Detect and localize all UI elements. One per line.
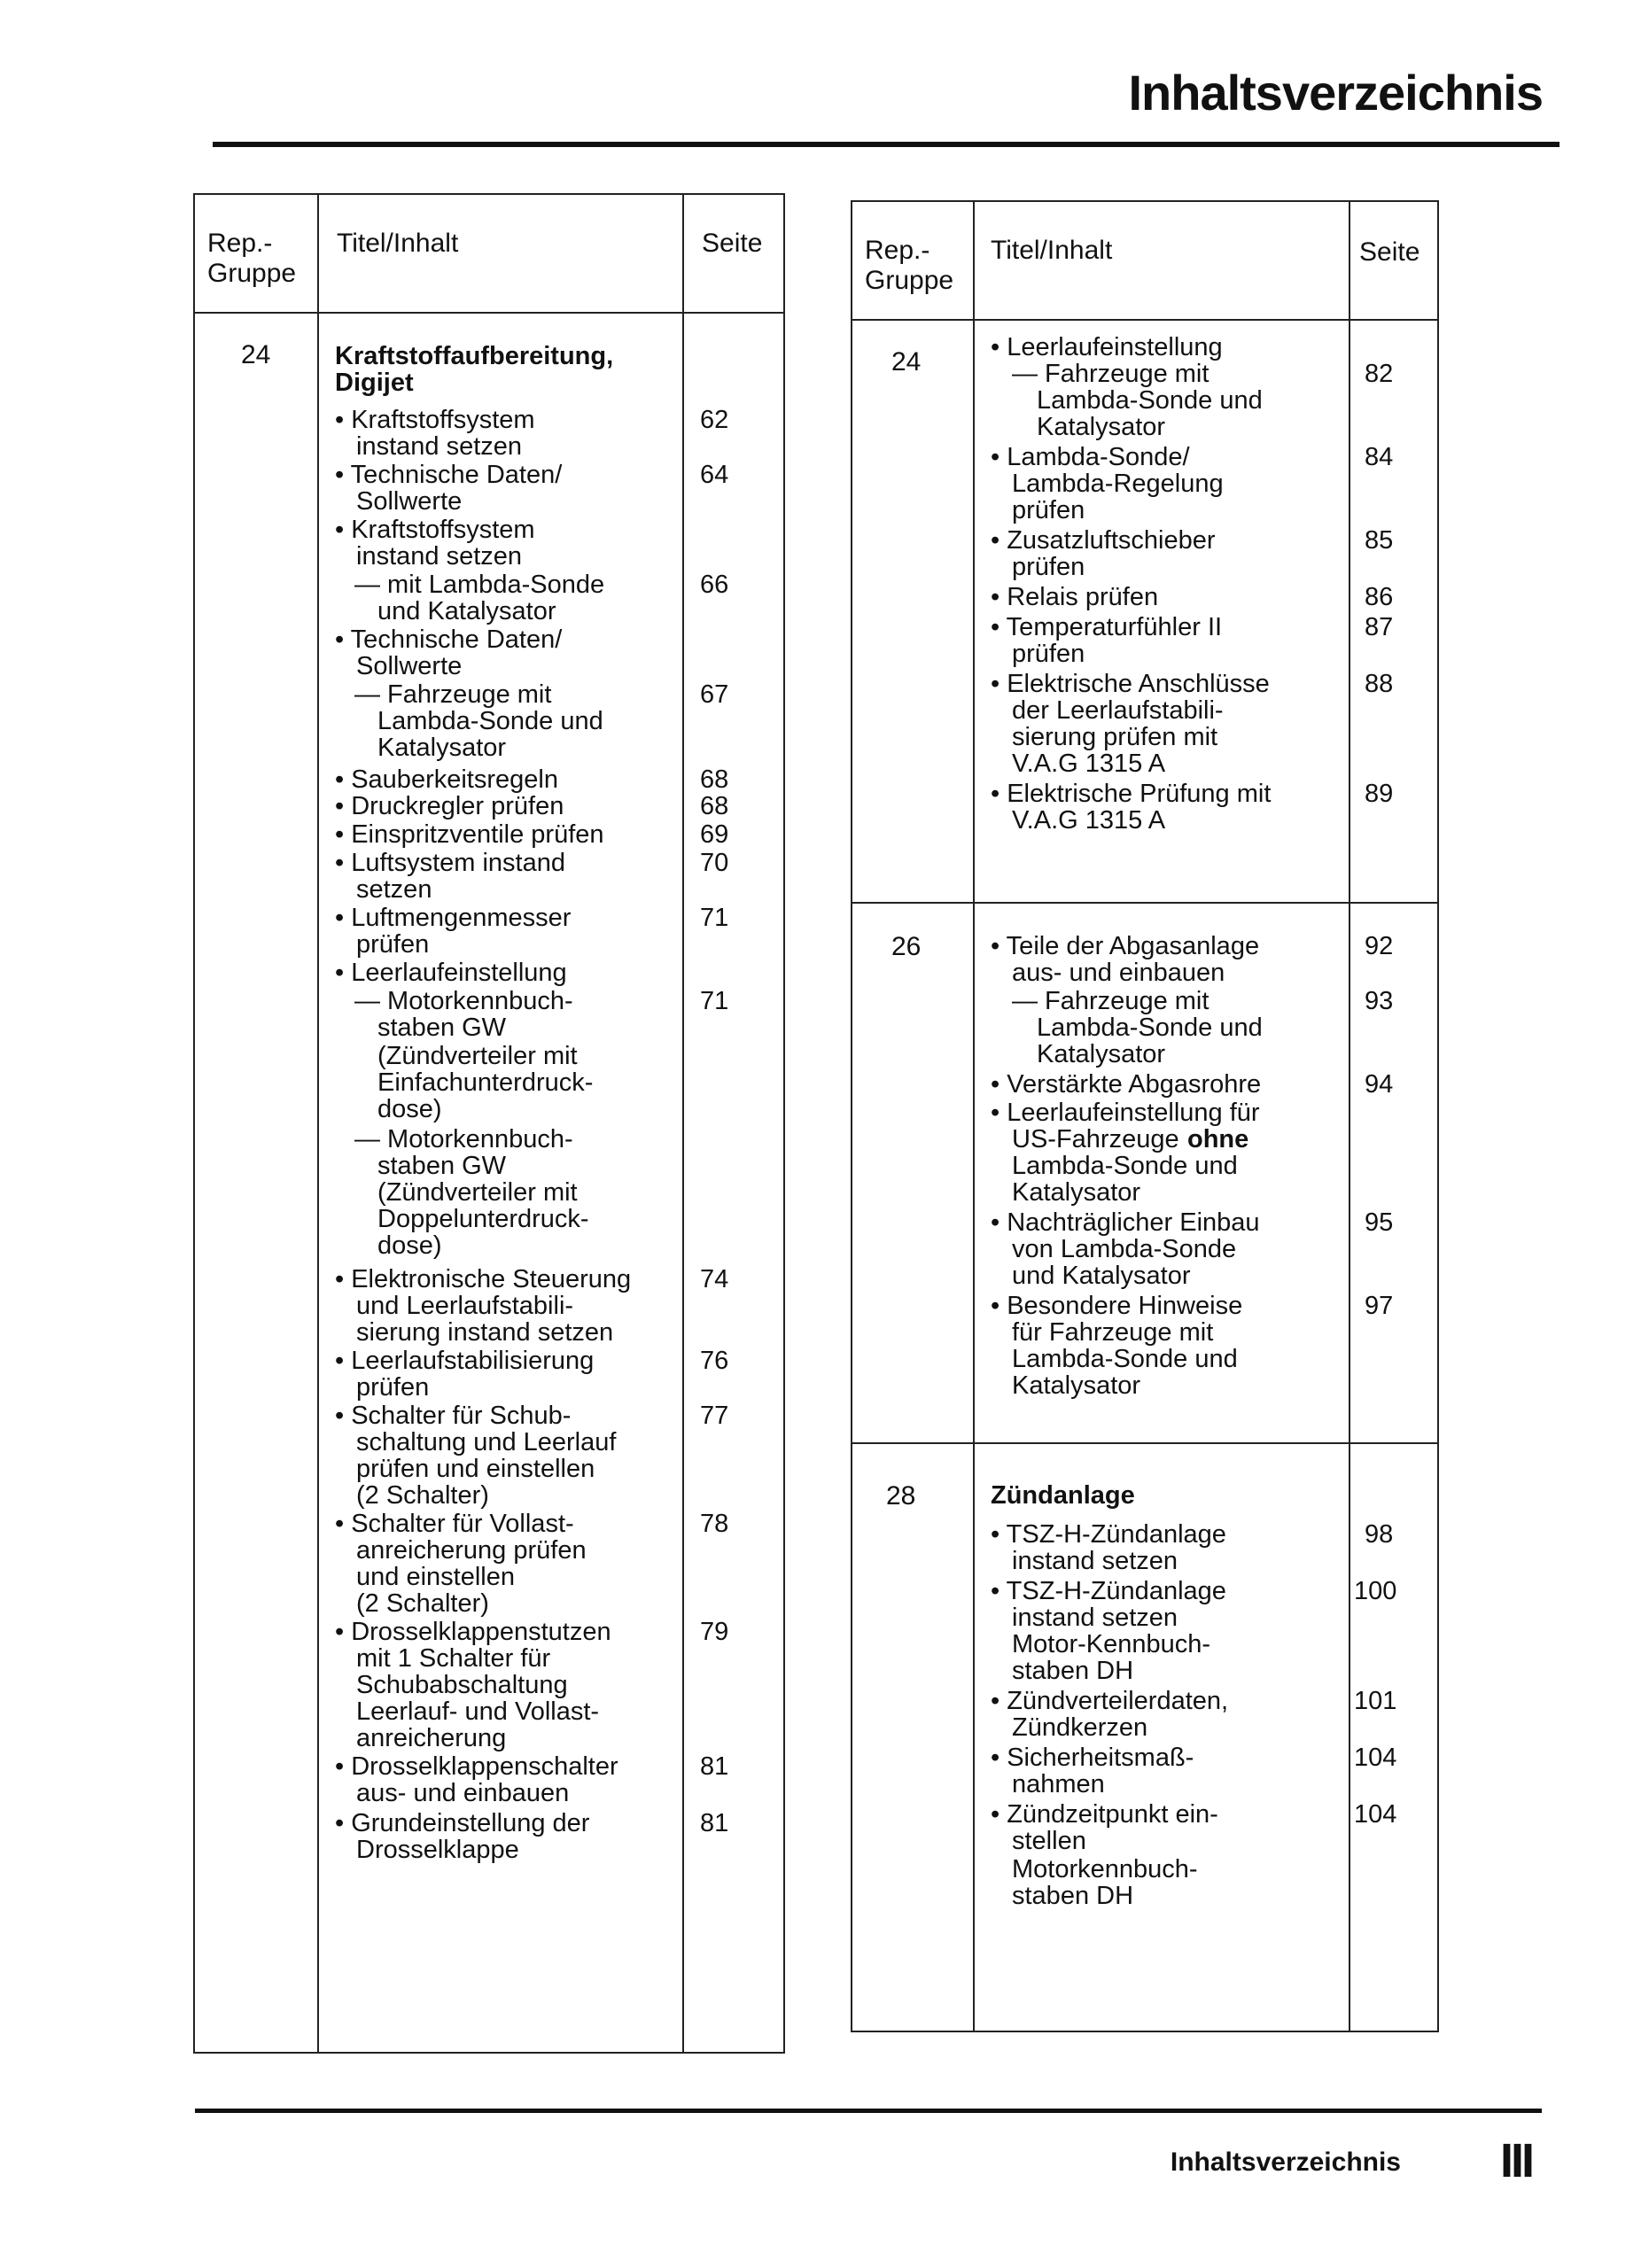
group-number: 24 [241,340,271,369]
entry-line: — Fahrzeuge mit [1012,987,1210,1015]
entry-line: (2 Schalter) [356,1481,489,1510]
entry-line: für Fahrzeuge mit [1012,1318,1214,1347]
header-group [207,229,296,289]
page-number: III [1499,2134,1532,2187]
page-ref: 78 [700,1510,729,1538]
entry-line: Sollwerte [356,487,463,516]
entry-line: und Katalysator [377,597,556,625]
page-ref: 64 [700,461,729,489]
entry-line: Zündanlage [991,1481,1135,1510]
page-ref: 100 [1354,1577,1397,1605]
toc-table-right [851,200,1439,2032]
entry-line: — mit Lambda-Sonde [354,571,605,599]
entry-line: • Leerlaufeinstellung für [991,1099,1260,1127]
entry-line: • Lambda-Sonde/ [991,443,1190,471]
entry-line: Katalysator [1037,413,1166,441]
entry-line: • Schalter für Vollast- [335,1510,574,1538]
column-divider [317,195,319,2052]
page-ref: 95 [1365,1208,1394,1237]
group-divider [852,1442,1437,1444]
page-ref: 85 [1365,526,1394,555]
page-ref: 86 [1365,583,1394,611]
entry-line: • Luftsystem instand [335,849,565,877]
page-ref: 87 [1365,613,1394,641]
entry-line: (2 Schalter) [356,1589,489,1618]
entry-line: • Kraftstoffsystem [335,516,535,544]
toc-table-left [193,193,785,2054]
entry-line: • Zündzeitpunkt ein- [991,1800,1218,1829]
header-group-line-1: Rep.- [865,236,930,265]
entry-line: Lambda-Sonde und [1012,1345,1238,1373]
entry-line: • Zusatzluftschieber [991,526,1216,555]
entry-line: sierung prüfen mit [1012,723,1218,751]
header-group-line-1: Rep.- [207,229,273,258]
entry-line: • Elektronische Steuerung [335,1265,632,1293]
entry-line: • Schalter für Schub- [335,1402,572,1430]
entry-line: • Sicherheitsmaß- [991,1744,1194,1772]
page-ref: 79 [700,1618,729,1646]
entry-line: • Technische Daten/ [335,461,563,489]
entry-line: • Besondere Hinweise [991,1292,1243,1320]
entry-line: • Zündverteilerdaten, [991,1687,1229,1715]
footer-label: Inhaltsverzeichnis [1170,2148,1401,2177]
entry-line: • Drosselklappenstutzen [335,1618,611,1646]
entry-line: • Technische Daten/ [335,625,563,654]
column-divider [1349,202,1350,2031]
entry-line: schaltung und Leerlauf [356,1428,617,1456]
entry-line: Katalysator [1037,1040,1166,1068]
entry-line: prüfen [1012,640,1085,668]
entry-line: Katalysator [1012,1178,1141,1207]
entry-line: V.A.G 1315 A [1012,806,1166,835]
header-title: Titel/Inhalt [991,236,1113,265]
page-ref: 88 [1365,670,1394,698]
entry-line: Lambda-Sonde und [1012,1152,1238,1180]
entry-line: instand setzen [1012,1547,1178,1575]
entry-line: Sollwerte [356,652,463,680]
entry-line: instand setzen [356,432,523,461]
entry-line: • Elektrische Prüfung mit [991,780,1272,808]
page-ref: 74 [700,1265,729,1293]
group-number: 24 [891,347,922,377]
column-divider [682,195,684,2052]
page-ref: 89 [1365,780,1394,808]
page-ref: 104 [1354,1744,1397,1772]
entry-line: • Luftmengenmesser [335,904,572,932]
entry-line: staben DH [1012,1657,1134,1685]
entry-line: mit 1 Schalter für [356,1644,551,1673]
entry-line: setzen [356,875,432,904]
entry-line: — Motorkennbuch- [354,987,573,1015]
entry-line: Katalysator [377,734,507,762]
entry-line: • Kraftstoffsystem [335,406,535,434]
entry-line: sierung instand setzen [356,1318,614,1347]
page-ref: 77 [700,1402,729,1430]
page-ref: 82 [1365,360,1394,388]
entry-line: Lambda-Regelung [1012,470,1224,498]
page-ref: 71 [700,904,729,932]
page-ref: 94 [1365,1070,1394,1099]
entry-line: Leerlauf- und Vollast- [356,1697,600,1726]
entry-line: prüfen [1012,553,1085,581]
page-ref: 104 [1354,1800,1397,1829]
entry-line: Lambda-Sonde und [377,707,603,735]
entry-line: instand setzen [1012,1604,1178,1632]
entry-line: • Einspritzventile prüfen [335,820,604,849]
entry-line: Motor-Kennbuch- [1012,1630,1211,1658]
entry-line: staben GW [377,1014,507,1042]
entry-line: aus- und einbauen [356,1779,570,1807]
entry-line: staben DH [1012,1882,1134,1910]
entry-line: ohne [1187,1125,1249,1153]
entry-line: • Grundeinstellung der [335,1809,590,1837]
entry-line: • Teile der Abgasanlage [991,932,1260,960]
entry-line: Schubabschaltung [356,1671,568,1699]
page-ref: 76 [700,1347,729,1375]
page-ref: 84 [1365,443,1394,471]
entry-line: Einfachunterdruck- [377,1068,594,1097]
entry-line: der Leerlaufstabili- [1012,696,1224,725]
group-number: 28 [886,1481,916,1511]
entry-line: instand setzen [356,542,523,571]
page-ref: 69 [700,820,729,849]
entry-line: (Zündverteiler mit [377,1178,578,1207]
entry-line: prüfen [1012,496,1085,524]
page-ref: 71 [700,987,729,1015]
entry-line: anreicherung [356,1724,507,1752]
header-page: Seite [702,229,763,258]
entry-line: Kraftstoffaufbereitung, [335,342,614,370]
page-ref: 62 [700,406,729,434]
entry-line: US-Fahrzeuge [1012,1125,1179,1153]
entry-line: prüfen und einstellen [356,1455,595,1483]
entry-line: staben GW [377,1152,507,1180]
entry-line: Drosselklappe [356,1836,519,1864]
entry-line: • Sauberkeitsregeln [335,765,558,794]
header-group [865,236,953,296]
page-ref: 97 [1365,1292,1394,1320]
column-divider [973,202,975,2031]
header-title: Titel/Inhalt [337,229,459,258]
entry-line: — Motorkennbuch- [354,1125,573,1153]
page-ref: 101 [1354,1687,1397,1715]
entry-line: und Leerlaufstabili- [356,1292,574,1320]
page-ref: 92 [1365,932,1394,960]
entry-line: Doppelunterdruck- [377,1205,589,1233]
entry-line: (Zündverteiler mit [377,1042,578,1070]
entry-line: Katalysator [1012,1371,1141,1400]
page-ref: 81 [700,1809,729,1837]
entry-line: stellen [1012,1827,1086,1855]
entry-line: — Fahrzeuge mit [1012,360,1210,388]
entry-line: • Nachträglicher Einbau [991,1208,1260,1237]
page-ref: 67 [700,680,729,709]
entry-line: Digijet [335,369,414,397]
entry-line: Motorkennbuch- [1012,1855,1198,1884]
group-divider [852,902,1437,904]
entry-line: Zündkerzen [1012,1713,1148,1742]
entry-line: • Relais prüfen [991,583,1159,611]
top-rule [213,142,1560,147]
entry-line: und einstellen [356,1563,515,1591]
entry-line: dose) [377,1095,442,1123]
entry-line: und Katalysator [1012,1262,1191,1290]
entry-line: • Leerlaufeinstellung [991,333,1223,361]
entry-line: nahmen [1012,1770,1105,1798]
entry-line: V.A.G 1315 A [1012,750,1166,778]
header-page: Seite [1359,237,1420,267]
entry-line: • Leerlaufeinstellung [335,959,567,987]
entry-line: • Druckregler prüfen [335,792,564,820]
entry-line: • TSZ-H-Zündanlage [991,1520,1226,1549]
entry-line: prüfen [356,1373,430,1402]
entry-line: • Temperaturfühler II [991,613,1223,641]
entry-line: anreicherung prüfen [356,1536,587,1565]
group-number: 26 [891,932,922,961]
page-ref: 68 [700,792,729,820]
entry-line: Lambda-Sonde und [1037,386,1263,415]
page-ref: 68 [700,765,729,794]
bottom-rule [195,2109,1542,2113]
entry-line: • Verstärkte Abgasrohre [991,1070,1262,1099]
page-ref: 81 [700,1752,729,1781]
entry-line: aus- und einbauen [1012,959,1225,987]
entry-line: dose) [377,1231,442,1260]
entry-line: • Elektrische Anschlüsse [991,670,1270,698]
header-group-line-2: Gruppe [207,259,297,288]
page-title: Inhaltsverzeichnis [1128,65,1543,120]
entry-line: • Drosselklappenschalter [335,1752,618,1781]
entry-line: von Lambda-Sonde [1012,1235,1237,1263]
entry-line: prüfen [356,930,430,959]
entry-line: • TSZ-H-Zündanlage [991,1577,1226,1605]
entry-line: Lambda-Sonde und [1037,1014,1263,1042]
page-ref: 93 [1365,987,1394,1015]
page-ref: 98 [1365,1520,1394,1549]
page-ref: 70 [700,849,729,877]
header-group-line-2: Gruppe [865,266,954,295]
page-ref: 66 [700,571,729,599]
entry-line: • Leerlaufstabilisierung [335,1347,595,1375]
entry-line: — Fahrzeuge mit [354,680,552,709]
